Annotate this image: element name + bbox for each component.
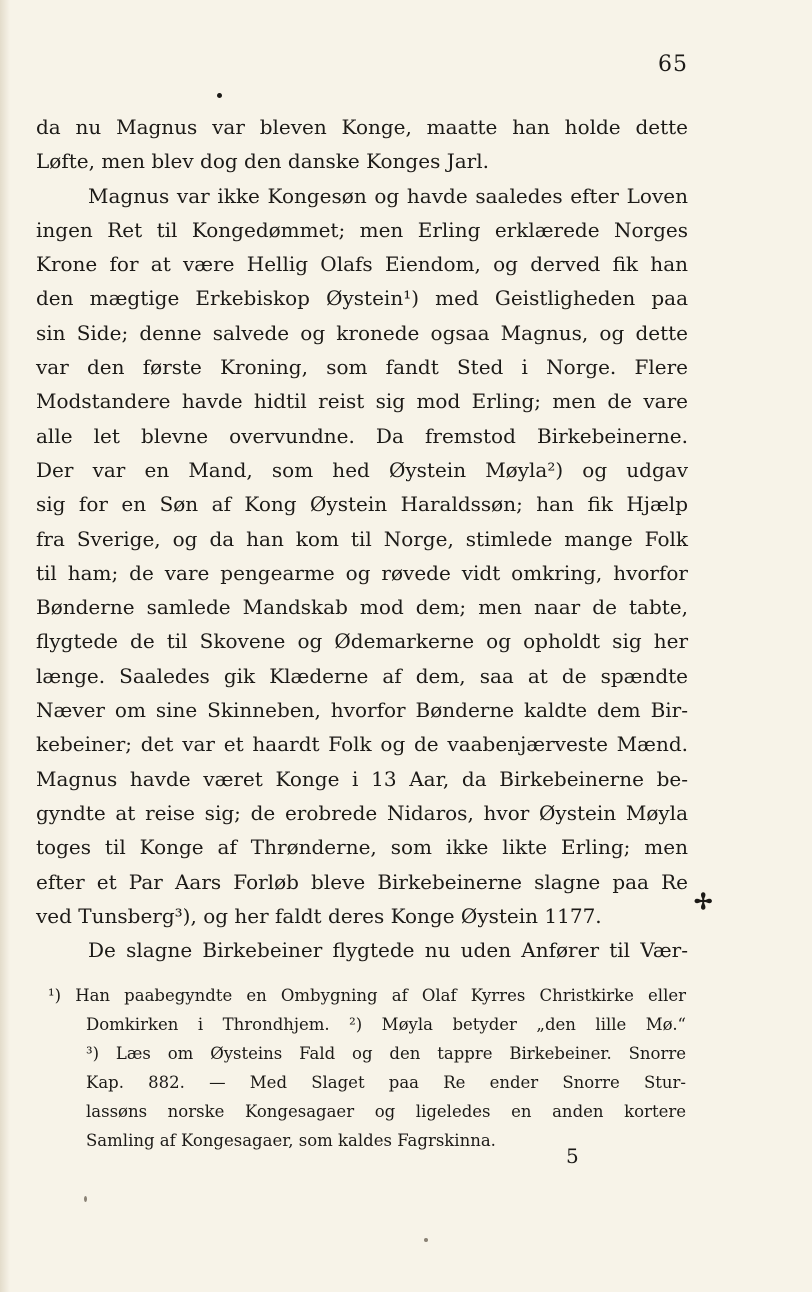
body-line: gyndte at reise sig; de erobrede Nidaros, hvor Øystein Møyla bbox=[36, 800, 688, 825]
body-line: kebeiner; det var et haardt Folk og de vaabenjærveste Mænd. bbox=[36, 732, 688, 757]
body-line: da nu Magnus var bleven Konge, maatte han holde dette bbox=[36, 115, 688, 139]
body-line: efter et Par Aars Forløb bleve Birkebeinerne slagne paa Re bbox=[36, 869, 688, 894]
body-line: længe. Saaledes gik Klæderne af dem, saa at de spændte bbox=[36, 663, 688, 688]
ink-dot bbox=[217, 93, 222, 98]
body-line: fra Sverige, og da han kom til Norge, stimlede mange Folk bbox=[36, 526, 688, 551]
footnote-line: ¹) Han paabegyndte en Ombygning af Olaf Kyrres Christkirke eller bbox=[48, 986, 686, 1005]
paper-speck bbox=[84, 1196, 87, 1202]
body-line: sig for en Søn af Kong Øystein Haraldssøn; han fik Hjælp bbox=[36, 492, 688, 517]
body-line: Magnus var ikke Kongesøn og havde saaledes efter Loven bbox=[88, 183, 688, 208]
footnote-line: lassøns norske Kongesagaer og ligeledes en anden kortere bbox=[86, 1102, 686, 1121]
body-line: sin Side; denne salvede og kronede ogsaa Magnus, og dette bbox=[36, 320, 688, 345]
body-line: Modstandere havde hidtil reist sig mod Erling; men de vare bbox=[36, 389, 688, 414]
footnote-line: Samling af Kongesagaer, som kaldes Fagrskinna. bbox=[86, 1131, 496, 1150]
body-line: Krone for at være Hellig Olafs Eiendom, og derved fik han bbox=[36, 252, 688, 277]
body-line: De slagne Birkebeiner flygtede nu uden Anfører til Vær- bbox=[88, 938, 688, 963]
body-line: Løfte, men blev dog den danske Konges Jarl. bbox=[36, 149, 489, 174]
page-edge-shadow bbox=[0, 0, 10, 1292]
body-line: ingen Ret til Kongedømmet; men Erling erklærede Norges bbox=[36, 217, 688, 242]
body-line: ved Tunsberg³), og her faldt deres Konge Øystein 1177. bbox=[36, 903, 602, 928]
body-text bbox=[36, 110, 688, 967]
margin-mark: ✢ bbox=[694, 889, 713, 915]
footnote-line: Domkirken i Throndhjem. ²) Møyla betyder „den lille Mø.“ bbox=[86, 1015, 686, 1034]
body-line: toges til Konge af Thrønderne, som ikke likte Erling; men bbox=[36, 835, 688, 860]
body-line: flygtede de til Skovene og Ødemarkerne og opholdt sig her bbox=[36, 629, 688, 654]
paper-speck bbox=[424, 1238, 428, 1242]
footnote-line: ³) Læs om Øysteins Fald og den tappre Birkebeiner. Snorre bbox=[86, 1044, 686, 1063]
body-line: Bønderne samlede Mandskab mod dem; men naar de tabte, bbox=[36, 595, 688, 620]
body-line: alle let blevne overvundne. Da fremstod Birkebeinerne. bbox=[36, 423, 688, 448]
footnote-line: Kap. 882. — Med Slaget paa Re ender Snorre Stur- bbox=[86, 1073, 686, 1092]
signature-mark: 5 bbox=[566, 1144, 579, 1168]
body-line: Magnus havde været Konge i 13 Aar, da Birkebeinerne be- bbox=[36, 766, 688, 791]
page-number: 65 bbox=[658, 52, 688, 77]
body-line: var den første Kroning, som fandt Sted i Norge. Flere bbox=[36, 355, 688, 380]
body-line: Næver om sine Skinneben, hvorfor Bønderne kaldte dem Bir- bbox=[36, 698, 688, 723]
body-line: Der var en Mand, som hed Øystein Møyla²) og udgav bbox=[36, 457, 688, 482]
body-line: den mægtige Erkebiskop Øystein¹) med Geistligheden paa bbox=[36, 286, 688, 311]
body-line: til ham; de vare pengearme og røvede vidt omkring, hvorfor bbox=[36, 560, 688, 585]
footnotes bbox=[48, 981, 686, 1155]
